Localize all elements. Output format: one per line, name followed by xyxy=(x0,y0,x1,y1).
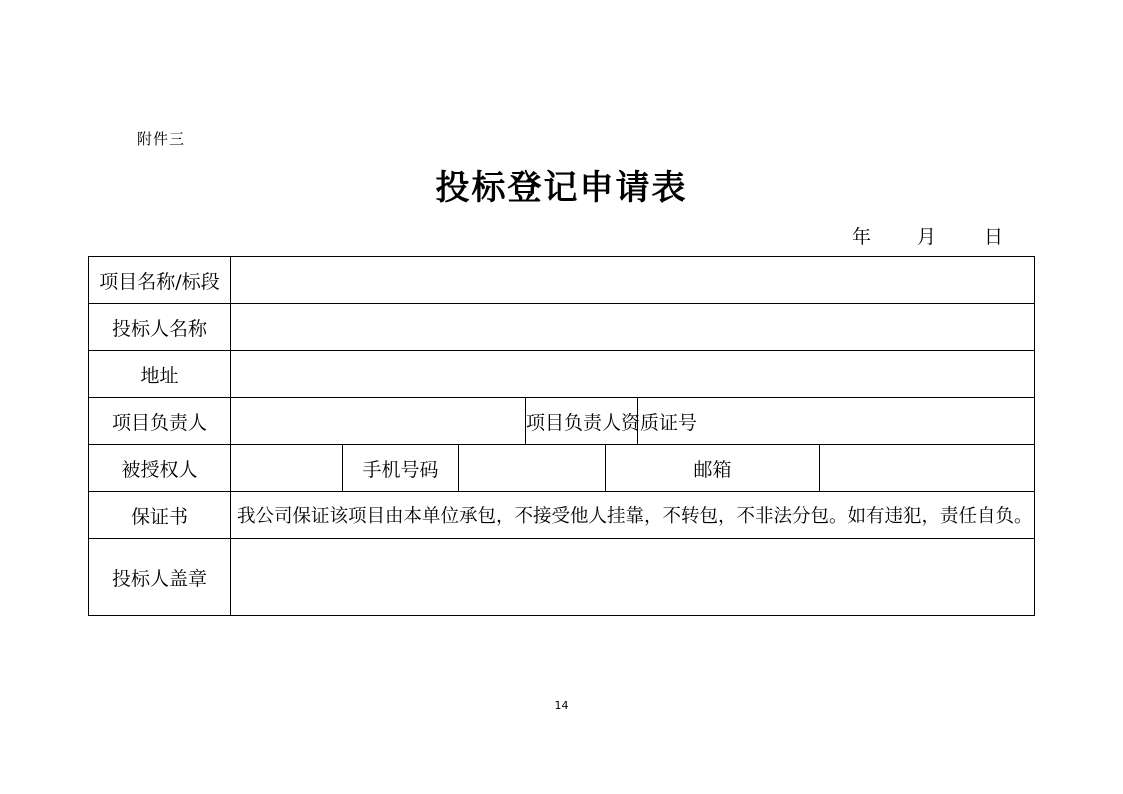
date-day-label: 日 xyxy=(984,226,1004,248)
address-label: 地址 xyxy=(89,351,231,398)
phone-field[interactable] xyxy=(459,445,606,492)
bidder-name-label: 投标人名称 xyxy=(89,304,231,351)
date-year-label: 年 xyxy=(852,226,872,248)
authorized-person-field[interactable] xyxy=(231,445,343,492)
guarantee-statement: 我公司保证该项目由本单位承包，不接受他人挂靠，不转包，不非法分包。如有违犯，责任自负。 xyxy=(231,492,1035,539)
row-seal xyxy=(89,539,1035,616)
project-manager-field[interactable] xyxy=(231,398,526,445)
seal-area[interactable] xyxy=(231,539,1035,616)
manager-qualification-field[interactable] xyxy=(638,398,1035,445)
address-field[interactable] xyxy=(231,351,1035,398)
attachment-label: 附件三 xyxy=(137,130,186,148)
project-manager-label: 项目负责人 xyxy=(89,398,231,445)
seal-label: 投标人盖章 xyxy=(89,539,231,616)
row-bidder-name xyxy=(89,304,1035,351)
manager-qualification-label: 项目负责人资质证号 xyxy=(526,398,638,445)
row-project-manager xyxy=(89,398,1035,445)
authorized-person-label: 被授权人 xyxy=(89,445,231,492)
email-field[interactable] xyxy=(820,445,1035,492)
bidder-name-field[interactable] xyxy=(231,304,1035,351)
project-name-field[interactable] xyxy=(231,257,1035,304)
date-month-label: 月 xyxy=(917,226,937,248)
guarantee-label: 保证书 xyxy=(89,492,231,539)
row-project-name xyxy=(89,257,1035,304)
bid-registration-table xyxy=(88,256,1035,616)
phone-label: 手机号码 xyxy=(343,445,459,492)
row-authorized-person xyxy=(89,445,1035,492)
page-title: 投标登记申请表 xyxy=(435,168,688,208)
row-guarantee xyxy=(89,492,1035,539)
page-number: 14 xyxy=(554,699,569,712)
email-label: 邮箱 xyxy=(606,445,820,492)
row-address xyxy=(89,351,1035,398)
project-name-label: 项目名称/标段 xyxy=(89,257,231,304)
